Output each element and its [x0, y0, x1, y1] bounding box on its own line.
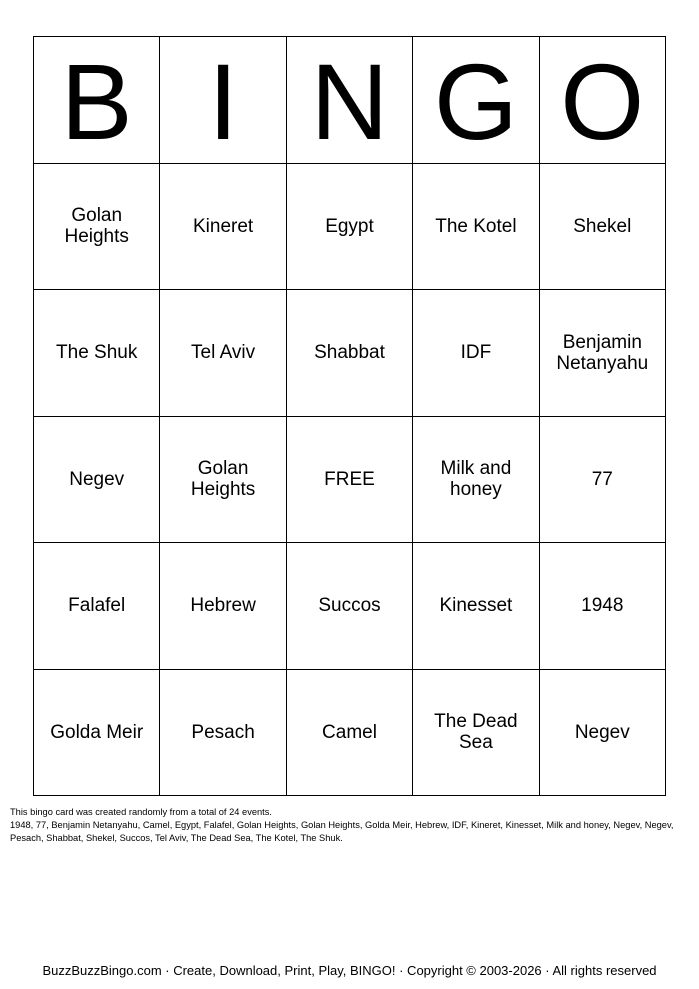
bingo-square: Pesach: [160, 670, 286, 797]
bingo-square: Golan Heights: [34, 164, 160, 291]
bingo-square: Falafel: [34, 543, 160, 670]
bingo-square: The Kotel: [413, 164, 539, 291]
bingo-square: Egypt: [287, 164, 413, 291]
bingo-square: 1948: [540, 543, 666, 670]
bingo-square: The Dead Sea: [413, 670, 539, 797]
bingo-square: 77: [540, 417, 666, 544]
bingo-card: [33, 36, 666, 796]
bingo-header-letter: O: [540, 37, 666, 164]
card-description-event-list: 1948, 77, Benjamin Netanyahu, Camel, Egypt, Falafel, Golan Heights, Golan Heights, Golda Meir, Hebrew, IDF, Kineret, Kinesset, Milk and honey, Negev, Negev, Pesach, Shabbat, Shekel, Succos, Tel Aviv, The Dead Sea, The Kotel, The Shuk.: [10, 820, 674, 843]
bingo-square: IDF: [413, 290, 539, 417]
bingo-square: Kinesset: [413, 543, 539, 670]
bingo-square: Shabbat: [287, 290, 413, 417]
bingo-square: Kineret: [160, 164, 286, 291]
card-description: [10, 806, 694, 845]
bingo-header-letter: I: [160, 37, 286, 164]
bingo-square: Tel Aviv: [160, 290, 286, 417]
bingo-square: Negev: [540, 670, 666, 797]
bingo-square: Camel: [287, 670, 413, 797]
bingo-header-letter: N: [287, 37, 413, 164]
bingo-free-space: FREE: [287, 417, 413, 544]
bingo-square: Hebrew: [160, 543, 286, 670]
bingo-square: Negev: [34, 417, 160, 544]
card-description-summary: This bingo card was created randomly from a total of 24 events.: [10, 807, 272, 817]
bingo-square: The Shuk: [34, 290, 160, 417]
bingo-header-letter: B: [34, 37, 160, 164]
page-footer: BuzzBuzzBingo.com · Create, Download, Print, Play, BINGO! · Copyright © 2003-2026 · All rights reserved: [42, 963, 657, 978]
bingo-square: Shekel: [540, 164, 666, 291]
bingo-header-letter: G: [413, 37, 539, 164]
bingo-square: Benjamin Netanyahu: [540, 290, 666, 417]
bingo-square: Golan Heights: [160, 417, 286, 544]
bingo-square: Golda Meir: [34, 670, 160, 797]
bingo-square: Milk and honey: [413, 417, 539, 544]
bingo-square: Succos: [287, 543, 413, 670]
